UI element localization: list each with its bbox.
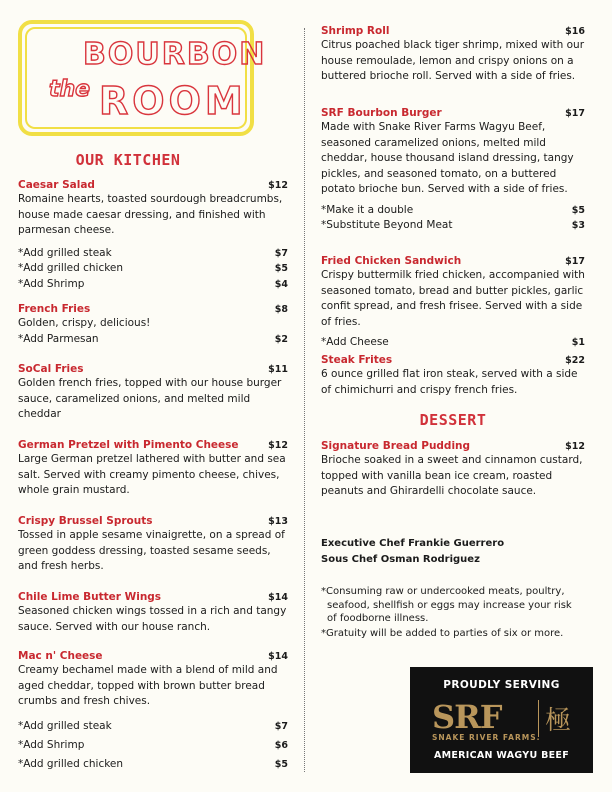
item-price: $14 <box>268 651 288 662</box>
item-name: Chile Lime Butter Wings <box>18 591 162 603</box>
item-description: Large German pretzel lathered with butter and sea salt. Served with creamy pimento cheese, chives, whole grain mustard. <box>18 453 286 496</box>
menu-item-brussel-sprouts <box>18 515 288 575</box>
item-description: Citrus poached black tiger shrimp, mixed with our house remoulade, lemon and crispy onions on a buttered brioche roll. Served with a side of fries. <box>321 39 585 82</box>
addon-price: $5 <box>274 758 288 770</box>
item-name: Mac n' Cheese <box>18 650 103 662</box>
addon-label: *Add Cheese <box>321 336 389 348</box>
item-description: Seasoned chicken wings tossed in a rich and tangy sauce. Served with our house ranch. <box>18 605 287 633</box>
item-description: Brioche soaked in a sweet and cinnamon custard, topped with vanilla bean ice cream, roasted peanuts and Ghirardelli chocolate sauce. <box>321 454 583 497</box>
consuming-note-line-3: of foodborne illness. <box>327 613 429 624</box>
addon-price: $5 <box>571 204 585 216</box>
addon-label: *Make it a double <box>321 203 414 216</box>
item-description: Creamy bechamel made with a blend of mild and aged cheddar, topped with brown butter bread crumbs and fresh chives. <box>18 664 278 707</box>
item-description: Crispy buttermilk fried chicken, accompanied with seasoned tomato, bread and butter pickles, garlic confit spread, and fresh frisee. Served with a side of fries. <box>321 269 585 328</box>
item-description: Golden french fries, topped with our house burger sauce, caramelized onions, and melted mild cheddar <box>18 377 282 420</box>
addon-price: $7 <box>274 247 288 259</box>
srf-top-text: PROUDLY SERVING <box>443 679 560 691</box>
addon-price: $2 <box>274 333 288 345</box>
item-name: Steak Frites <box>321 354 393 366</box>
consuming-note-line-1: *Consuming raw or undercooked meats, poultry, <box>321 586 565 597</box>
menu-item-srf-bourbon-burger <box>321 107 585 234</box>
addon-label: *Add grilled steak <box>18 719 112 732</box>
menu-item-fried-chicken-sandwich <box>321 255 585 351</box>
addon-label: *Add grilled chicken <box>18 262 124 274</box>
menu-notes <box>321 585 591 640</box>
item-price: $12 <box>565 441 585 452</box>
srf-bottom-text: AMERICAN WAGYU BEEF <box>433 750 570 761</box>
menu-item-caesar-salad <box>18 179 288 292</box>
addon-label: *Add Shrimp <box>18 277 85 290</box>
srf-logo: SRF <box>432 698 502 736</box>
item-name: Shrimp Roll <box>321 25 390 37</box>
addon-label: *Add grilled chicken <box>18 757 124 770</box>
item-description: Romaine hearts, toasted sourdough breadcrumbs, house made caesar dressing, and finished with parmesan cheese. <box>18 193 283 236</box>
menu-item-mac-n-cheese <box>18 650 288 774</box>
addon-price: $7 <box>274 720 288 732</box>
section-title-kitchen: OUR KITCHEN <box>75 151 181 169</box>
item-name: Fried Chicken Sandwich <box>321 255 462 267</box>
left-column <box>18 0 288 792</box>
item-price: $13 <box>268 516 288 527</box>
item-name: SoCal Fries <box>18 363 84 375</box>
item-description: Made with Snake River Farms Wagyu Beef, seasoned caramelized onions, melted mild cheddar, house thousand island dressing, tangy pickles, and seasoned tomato, on a buttered potato brioche bun. Served with a side of fries. <box>321 121 574 195</box>
sous-chef: Sous Chef Osman Rodriguez <box>321 554 480 565</box>
column-divider <box>304 28 305 772</box>
srf-kanji: 極 <box>538 700 571 737</box>
addon-price: $3 <box>571 220 585 231</box>
item-price: $12 <box>268 440 288 451</box>
menu-item-german-pretzel <box>18 439 288 499</box>
menu-item-socal-fries <box>18 363 288 423</box>
consuming-note-line-2: seafood, shellfish or eggs may increase your risk <box>327 599 572 611</box>
gratuity-note: *Gratuity will be added to parties of six or more. <box>321 627 564 639</box>
logo-bourbon: BOURBON <box>83 37 267 72</box>
item-description: 6 ounce grilled flat iron steak, served with a side of chimichurri and crispy french fries. <box>321 368 578 396</box>
menu-item-french-fries <box>18 303 288 347</box>
item-name: German Pretzel with Pimento Cheese <box>18 439 239 451</box>
item-price: $16 <box>565 26 585 37</box>
srf-badge <box>410 667 593 773</box>
addon-label: *Add grilled steak <box>18 246 112 259</box>
addon-label: *Add Shrimp <box>18 738 85 751</box>
item-price: $17 <box>565 108 585 119</box>
addon-label: *Add Parmesan <box>18 332 99 345</box>
item-price: $8 <box>274 304 288 315</box>
item-name: Caesar Salad <box>18 179 95 191</box>
item-price: $14 <box>268 592 288 603</box>
addon-label: *Substitute Beyond Meat <box>321 219 453 231</box>
item-price: $12 <box>268 180 288 191</box>
menu-item-bread-pudding <box>321 440 585 500</box>
item-price: $11 <box>268 364 288 375</box>
addon-price: $1 <box>571 337 585 348</box>
menu-item-shrimp-roll <box>321 25 585 85</box>
item-name: French Fries <box>18 303 91 315</box>
menu-item-chile-lime-wings <box>18 591 288 635</box>
addon-price: $5 <box>274 263 288 274</box>
item-price: $17 <box>565 256 585 267</box>
section-title-dessert: DESSERT <box>419 411 487 429</box>
item-name: Crispy Brussel Sprouts <box>18 515 153 527</box>
executive-chef: Executive Chef Frankie Guerrero <box>321 538 505 549</box>
item-description: Golden, crispy, delicious! <box>18 317 151 329</box>
menu-item-steak-frites <box>321 354 585 398</box>
item-name: Signature Bread Pudding <box>321 440 471 452</box>
addon-price: $4 <box>274 278 288 290</box>
addon-price: $6 <box>274 739 288 751</box>
logo-room: ROOM <box>99 79 247 123</box>
item-price: $22 <box>565 355 585 366</box>
srf-farms-text: SNAKE RIVER FARMS. <box>432 733 541 742</box>
chef-credits <box>321 536 504 568</box>
item-description: Tossed in apple sesame vinaigrette, on a spread of green goddess dressing, toasted sesame seeds, and fresh herbs. <box>18 529 285 572</box>
logo-the: the <box>49 77 91 102</box>
item-name: SRF Bourbon Burger <box>321 107 442 119</box>
